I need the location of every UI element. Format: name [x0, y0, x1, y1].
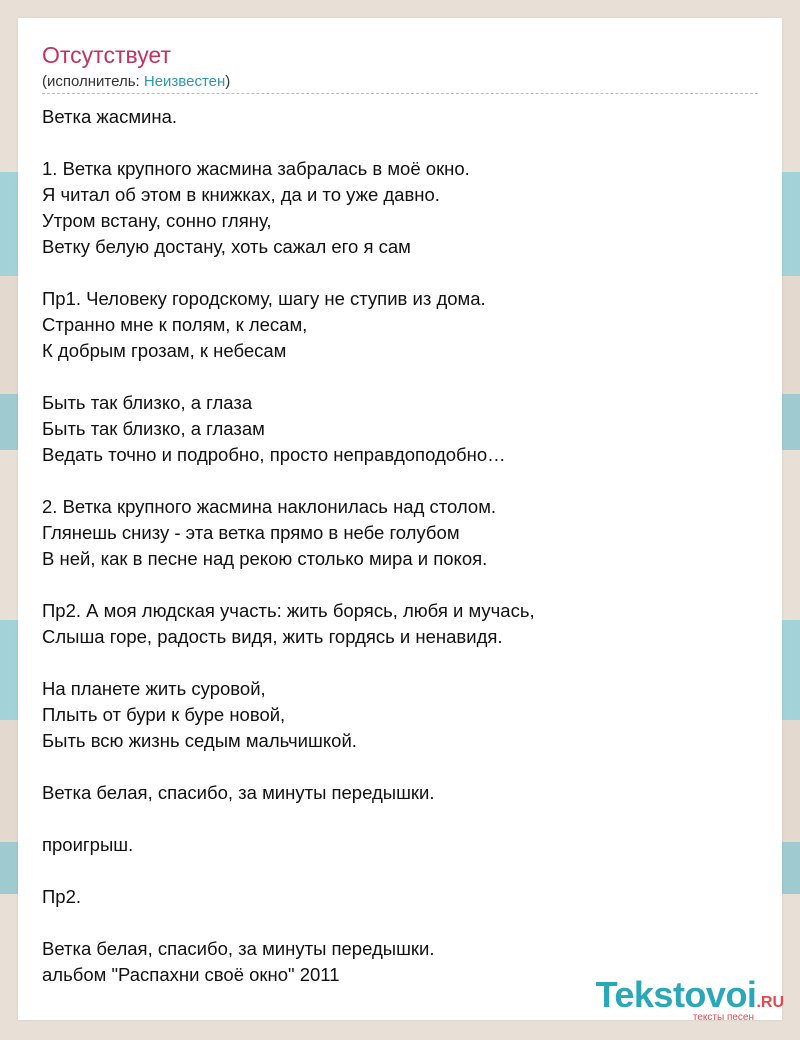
lyrics-line: Ветка белая, спасибо, за минуты передышки.: [42, 782, 435, 803]
logo-tagline: тексты песен: [692, 1012, 754, 1023]
lyrics-line: Пр2.: [42, 886, 82, 907]
lyrics-line: Быть так близко, а глаза: [42, 392, 253, 413]
tekstovoi-logo[interactable]: [568, 976, 784, 1023]
lyrics-line: проигрыш.: [42, 834, 134, 855]
lyrics-line: Странно мне к полям, к лесам,: [42, 314, 308, 335]
lyrics-text: [42, 104, 762, 988]
lyrics-line: [42, 572, 762, 598]
artist-line: [42, 73, 230, 90]
lyrics-line: 2. Ветка крупного жасмина наклонилась над столом.: [42, 496, 497, 517]
lyrics-line: [42, 130, 762, 156]
lyrics-line: В ней, как в песне над рекою столько мира и покоя.: [42, 548, 488, 569]
lyrics-line: 1. Ветка крупного жасмина забралась в моё окно.: [42, 158, 470, 179]
lyrics-line: Быть всю жизнь седым мальчишкой.: [42, 730, 357, 751]
lyrics-line: Я читал об этом в книжках, да и то уже давно.: [42, 184, 440, 205]
lyrics-line: На планете жить суровой,: [42, 678, 266, 699]
song-title: Отсутствует: [42, 42, 171, 68]
lyrics-line: Быть так близко, а глазам: [42, 418, 265, 439]
artist-prefix: (исполнитель:: [42, 73, 144, 90]
lyrics-line: [42, 858, 762, 884]
lyrics-line: [42, 754, 762, 780]
artist-suffix: ): [225, 73, 231, 90]
lyrics-line: Ветка жасмина.: [42, 106, 178, 127]
lyrics-line: Плыть от бури к буре новой,: [42, 704, 286, 725]
lyrics-line: Пр1. Человеку городскому, шагу не ступив из дома.: [42, 288, 486, 309]
lyrics-line: [42, 260, 762, 286]
lyrics-line: Ветку белую достану, хоть сажал его я сам: [42, 236, 411, 257]
lyrics-line: [42, 910, 762, 936]
lyrics-line: [42, 468, 762, 494]
lyrics-line: Ведать точно и подробно, просто неправдоподобно…: [42, 444, 506, 465]
lyrics-line: Слыша горе, радость видя, жить гордясь и ненавидя.: [42, 626, 503, 647]
lyrics-line: К добрым грозам, к небесам: [42, 340, 287, 361]
lyrics-line: [42, 364, 762, 390]
logo-main-text: Tekstovoi: [595, 974, 757, 1015]
lyrics-line: Ветка белая, спасибо, за минуты передышки.: [42, 938, 435, 959]
lyrics-line: [42, 806, 762, 832]
artist-link[interactable]: Неизвестен: [143, 73, 226, 90]
lyrics-card: [18, 18, 784, 1023]
title-divider: [42, 93, 758, 94]
lyrics-line: альбом "Распахни своё окно" 2011: [42, 964, 340, 985]
lyrics-line: [42, 650, 762, 676]
lyrics-line: Пр2. А моя людская участь: жить борясь, любя и мучась,: [42, 600, 535, 621]
lyrics-line: Утром встану, сонно гляну,: [42, 210, 272, 231]
lyrics-line: Глянешь снизу - эта ветка прямо в небе голубом: [42, 522, 460, 543]
logo-domain-suffix: .RU: [756, 994, 784, 1011]
